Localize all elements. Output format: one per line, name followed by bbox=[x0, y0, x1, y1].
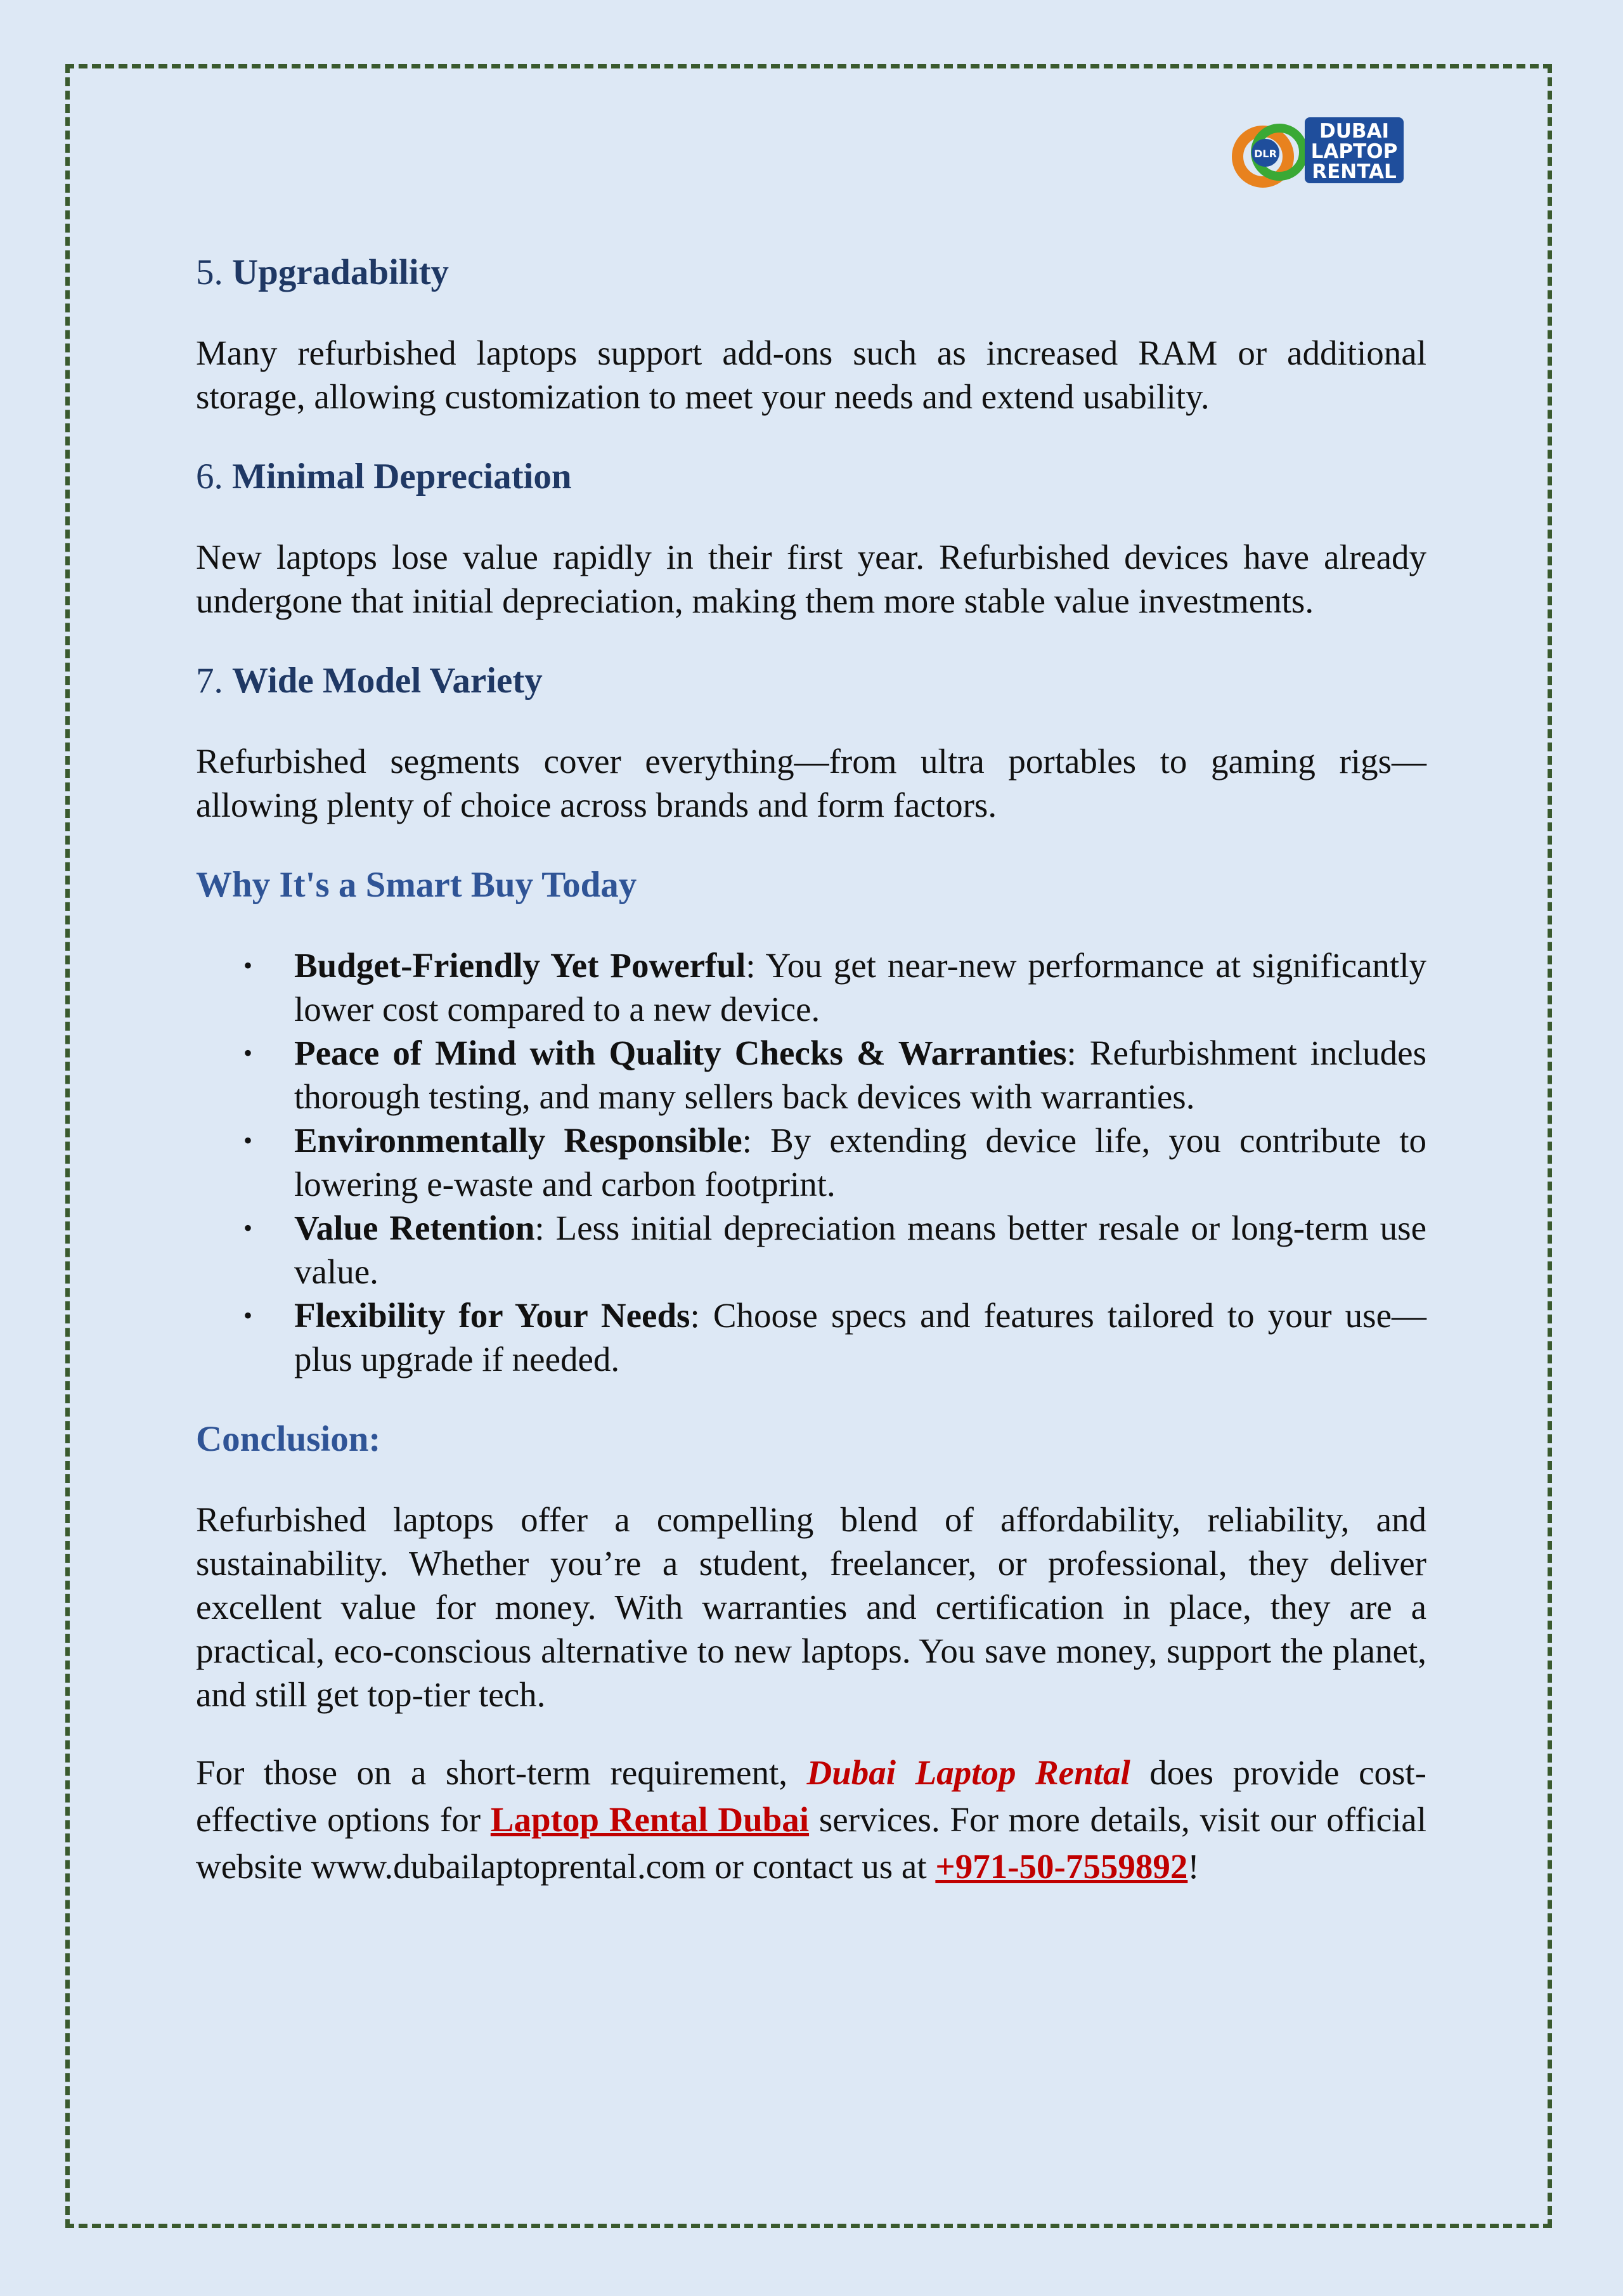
logo-mark-text: DLR bbox=[1254, 148, 1277, 160]
logo-line-2: LAPTOP bbox=[1310, 140, 1398, 163]
document-body bbox=[196, 247, 1426, 1890]
section-heading-variety: 7. Wide Model Variety bbox=[196, 661, 543, 701]
list-item: • Peace of Mind with Quality Checks & Warranties: Refurbishment includes thorough testing, and many sellers back devices with warranties. bbox=[294, 1031, 1426, 1119]
closing-paragraph: For those on a short-term requirement, Dubai Laptop Rental does provide cost-effective options for Laptop Rental Dubai services. For more details, visit our official website www.dubailaptoprental.com or contact us at +971-50-7559892! bbox=[196, 1753, 1426, 1886]
section-body-variety: Refurbished segments cover everything—from ultra portables to gaming rigs—allowing plenty of choice across brands and form factors. bbox=[196, 742, 1426, 824]
section-heading-depreciation: 6. Minimal Depreciation bbox=[196, 457, 572, 496]
smart-buy-list bbox=[196, 944, 1426, 1381]
logo-mark-icon bbox=[1224, 111, 1414, 190]
conclusion-heading: Conclusion: bbox=[196, 1419, 381, 1459]
list-item: • Value Retention: Less initial depreciation means better resale or long-term use value. bbox=[294, 1206, 1426, 1294]
conclusion-body: Refurbished laptops offer a compelling blend of affordability, reliability, and sustainability. Whether you’re a student, freelancer, or professional, they deliver excellent value for money. With warranties and certification in place, they are a practical, eco-conscious alternative to new laptops. You save money, support the planet, and still get top-tier tech. bbox=[196, 1500, 1426, 1714]
list-item: • Budget-Friendly Yet Powerful: You get near-new performance at significantly lower cost compared to a new device. bbox=[294, 944, 1426, 1031]
laptop-rental-dubai-link[interactable]: Laptop Rental Dubai bbox=[490, 1800, 810, 1839]
list-item: • Flexibility for Your Needs: Choose specs and features tailored to your use—plus upgrade if needed. bbox=[294, 1294, 1426, 1381]
smart-buy-heading: Why It's a Smart Buy Today bbox=[196, 865, 637, 905]
section-body-depreciation: New laptops lose value rapidly in their first year. Refurbished devices have already undergone that initial depreciation, making them more stable value investments. bbox=[196, 538, 1426, 620]
section-body-upgradability: Many refurbished laptops support add-ons such as increased RAM or additional storage, allowing customization to meet your needs and extend usability. bbox=[196, 334, 1426, 416]
brand-name: Dubai Laptop Rental bbox=[806, 1753, 1130, 1792]
company-logo bbox=[1224, 111, 1414, 190]
section-heading-upgradability: 5. Upgradability bbox=[196, 252, 449, 292]
logo-line-3: RENTAL bbox=[1312, 160, 1397, 183]
logo-line-1: DUBAI bbox=[1319, 120, 1390, 143]
phone-link[interactable]: +971-50-7559892 bbox=[935, 1847, 1188, 1886]
list-item: • Environmentally Responsible: By extending device life, you contribute to lowering e-waste and carbon footprint. bbox=[294, 1119, 1426, 1206]
